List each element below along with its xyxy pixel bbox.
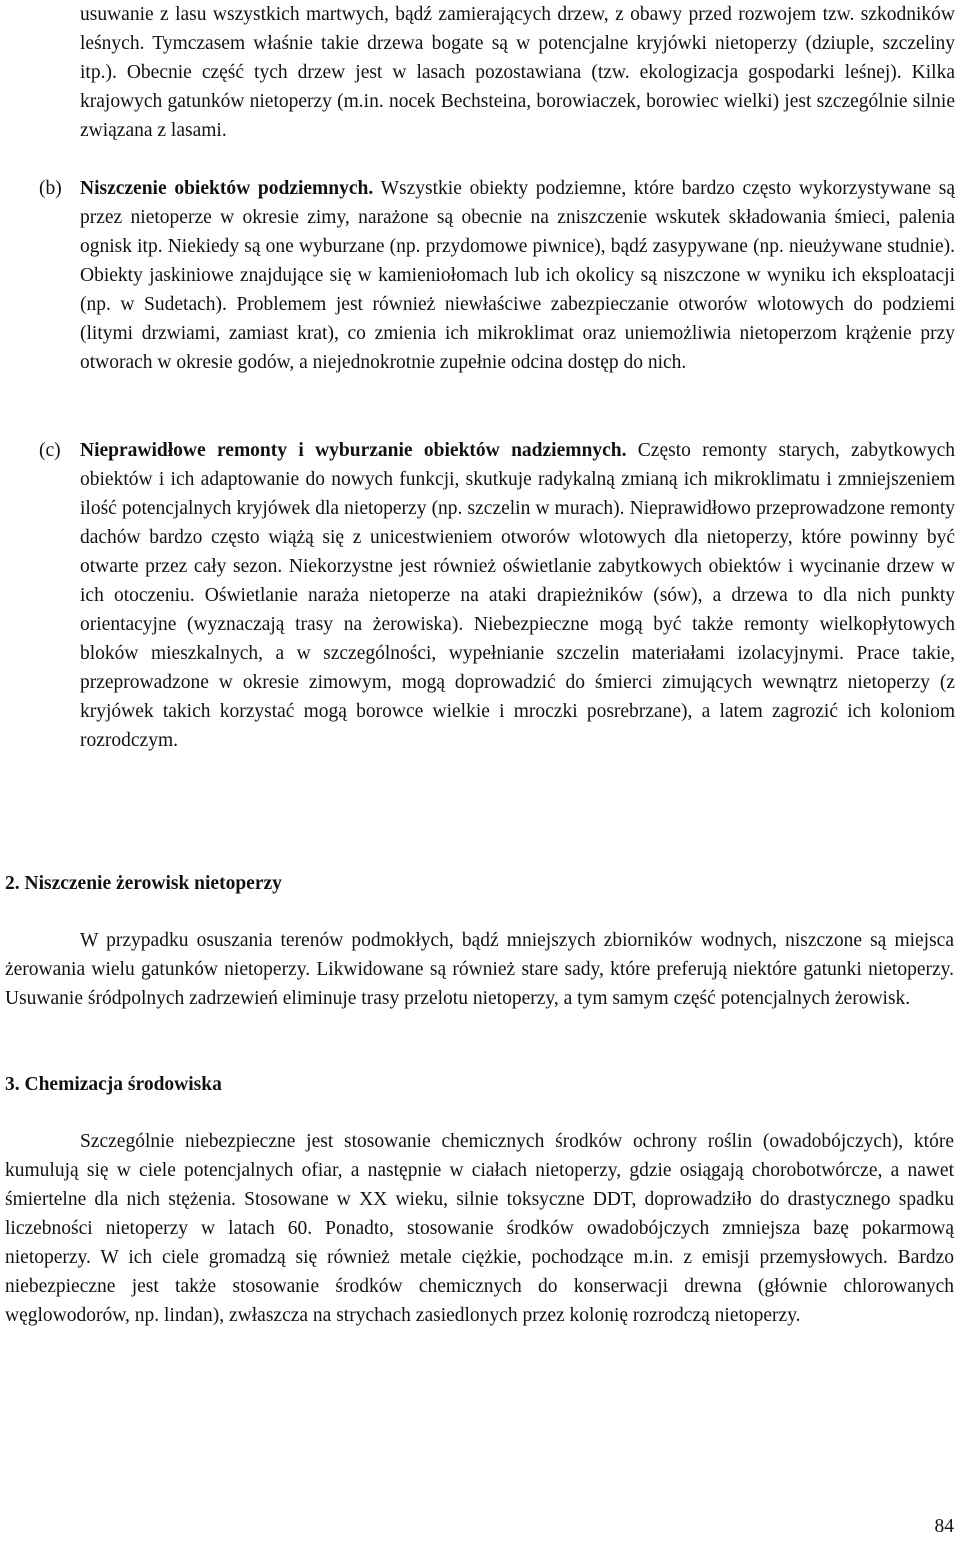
list-item-label: (b) <box>39 178 62 199</box>
section-heading-3: 3. Chemizacja środowiska <box>5 1074 222 1095</box>
continuation-paragraph: usuwanie z lasu wszystkich martwych, bądź zamierających drzew, z obawy przed rozwojem tzw. szkodników leśnych. Tymczasem właśnie takie drzewa bogate są w potencjalne kryjówki nietoperzy (dziuple, szczeliny itp.). Obecnie część tych drzew jest w lasach pozostawiana (tzw. ekologizacja gospodarki leśnej). Kilka krajowych gatunków nietoperzy (m.in. nocek Bechsteina, borowiaczek, borowiec wielki) jest szczególnie silnie związana z lasami. <box>80 4 955 141</box>
list-item-b <box>39 174 955 377</box>
page-number: 84 <box>934 1516 954 1537</box>
section-heading-2: 2. Niszczenie żerowisk nietoperzy <box>5 873 282 894</box>
list-item-text: Często remonty starych, zabytkowych obiektów i ich adaptowanie do nowych funkcji, skutkuje radykalną zmianą ich mikroklimatu i zmniejszeniem ilość potencjalnych kryjówek dla nietoperzy (np. szczelin w murach). Nieprawidłowo przeprowadzone remonty dachów bardzo często wiążą się z unicestwieniem otworów wlotowych dla nietoperzy, które powinny być otwarte przez cały sezon. Niekorzystne jest również oświetlanie zabytkowych obiektów i wycinanie drzew w ich otoczeniu. Oświetlanie naraża nietoperze na ataki drapieżników (sów), a drzewa to dla nich punkty orientacyjne (wyznaczają trasy na żerowiska). Niebezpieczne mogą być także remonty wielkopłytowych bloków mieszkalnych, a w szczególności, wypełnianie szczelin materiałami izolacyjnymi. Prace takie, przeprowadzone w okresie zimowym, mogą doprowadzić do śmierci zimujących wewnątrz nietoperzy (z kryjówek takich korzystać mogą borowce wielkie i mroczki posrebrzane), a latem zagrozić ich koloniom rozrodczym. <box>80 440 955 751</box>
section-3-paragraph: Szczególnie niebezpieczne jest stosowanie chemicznych środków ochrony roślin (owadobójczych), które kumulują się w ciele potencjalnych ofiar, a następnie w ciałach nietoperzy, gdzie osiągają chorobotwórcze, a nawet śmiertelne dla nich stężenia. Stosowane w XX wieku, silnie toksyczne DDT, doprowadziło do drastycznego spadku liczebności nietoperzy w latach 60. Ponadto, stosowanie środków owadobójczych zmniejsza bazę pokarmową nietoperzy. W ich ciele gromadzą się również metale ciężkie, pochodzące m.in. z emisji przemysłowych. Bardzo niebezpieczne jest także stosowanie środków chemicznych do konserwacji drewna (głównie chlorowanych węglowodorów, np. lindan), zwłaszcza na strychach zasiedlonych przez kolonię rozrodczą nietoperzy. <box>5 1131 954 1326</box>
list-item-title: Nieprawidłowe remonty i wyburzanie obiektów nadziemnych. <box>80 440 627 461</box>
list-item-title: Niszczenie obiektów podziemnych. <box>80 178 374 199</box>
list-item-label: (c) <box>39 440 61 461</box>
section-2-paragraph: W przypadku osuszania terenów podmokłych, bądź mniejszych zbiorników wodnych, niszczone są miejsca żerowania wielu gatunków nietoperzy. Likwidowane są również stare sady, które preferują niektóre gatunki nietoperzy. Usuwanie śródpolnych zadrzewień eliminuje trasy przelotu nietoperzy, a tym samym część potencjalnych żerowisk. <box>5 930 954 1009</box>
list-item-c <box>39 436 955 755</box>
list-item-text: Wszystkie obiekty podziemne, które bardzo często wykorzystywane są przez nietoperze w okresie zimy, narażone są obecnie na zniszczenie wskutek składowania śmieci, palenia ognisk itp. Niekiedy są one wyburzane (np. przydomowe piwnice), bądź zasypywane (np. nieużywane studnie). Obiekty jaskiniowe znajdujące się w kamieniołomach lub ich okolicy są niszczone w wyniku ich eksploatacji (np. w Sudetach). Problemem jest również niewłaściwe zabezpieczanie otworów wlotowych do podziemi (litymi drzwiami, zamiast krat), co zmienia ich mikroklimat oraz uniemożliwia nietoperzom krążenie przy otworach w okresie godów, a niejednokrotnie zupełnie odcina dostęp do nich. <box>80 178 955 373</box>
